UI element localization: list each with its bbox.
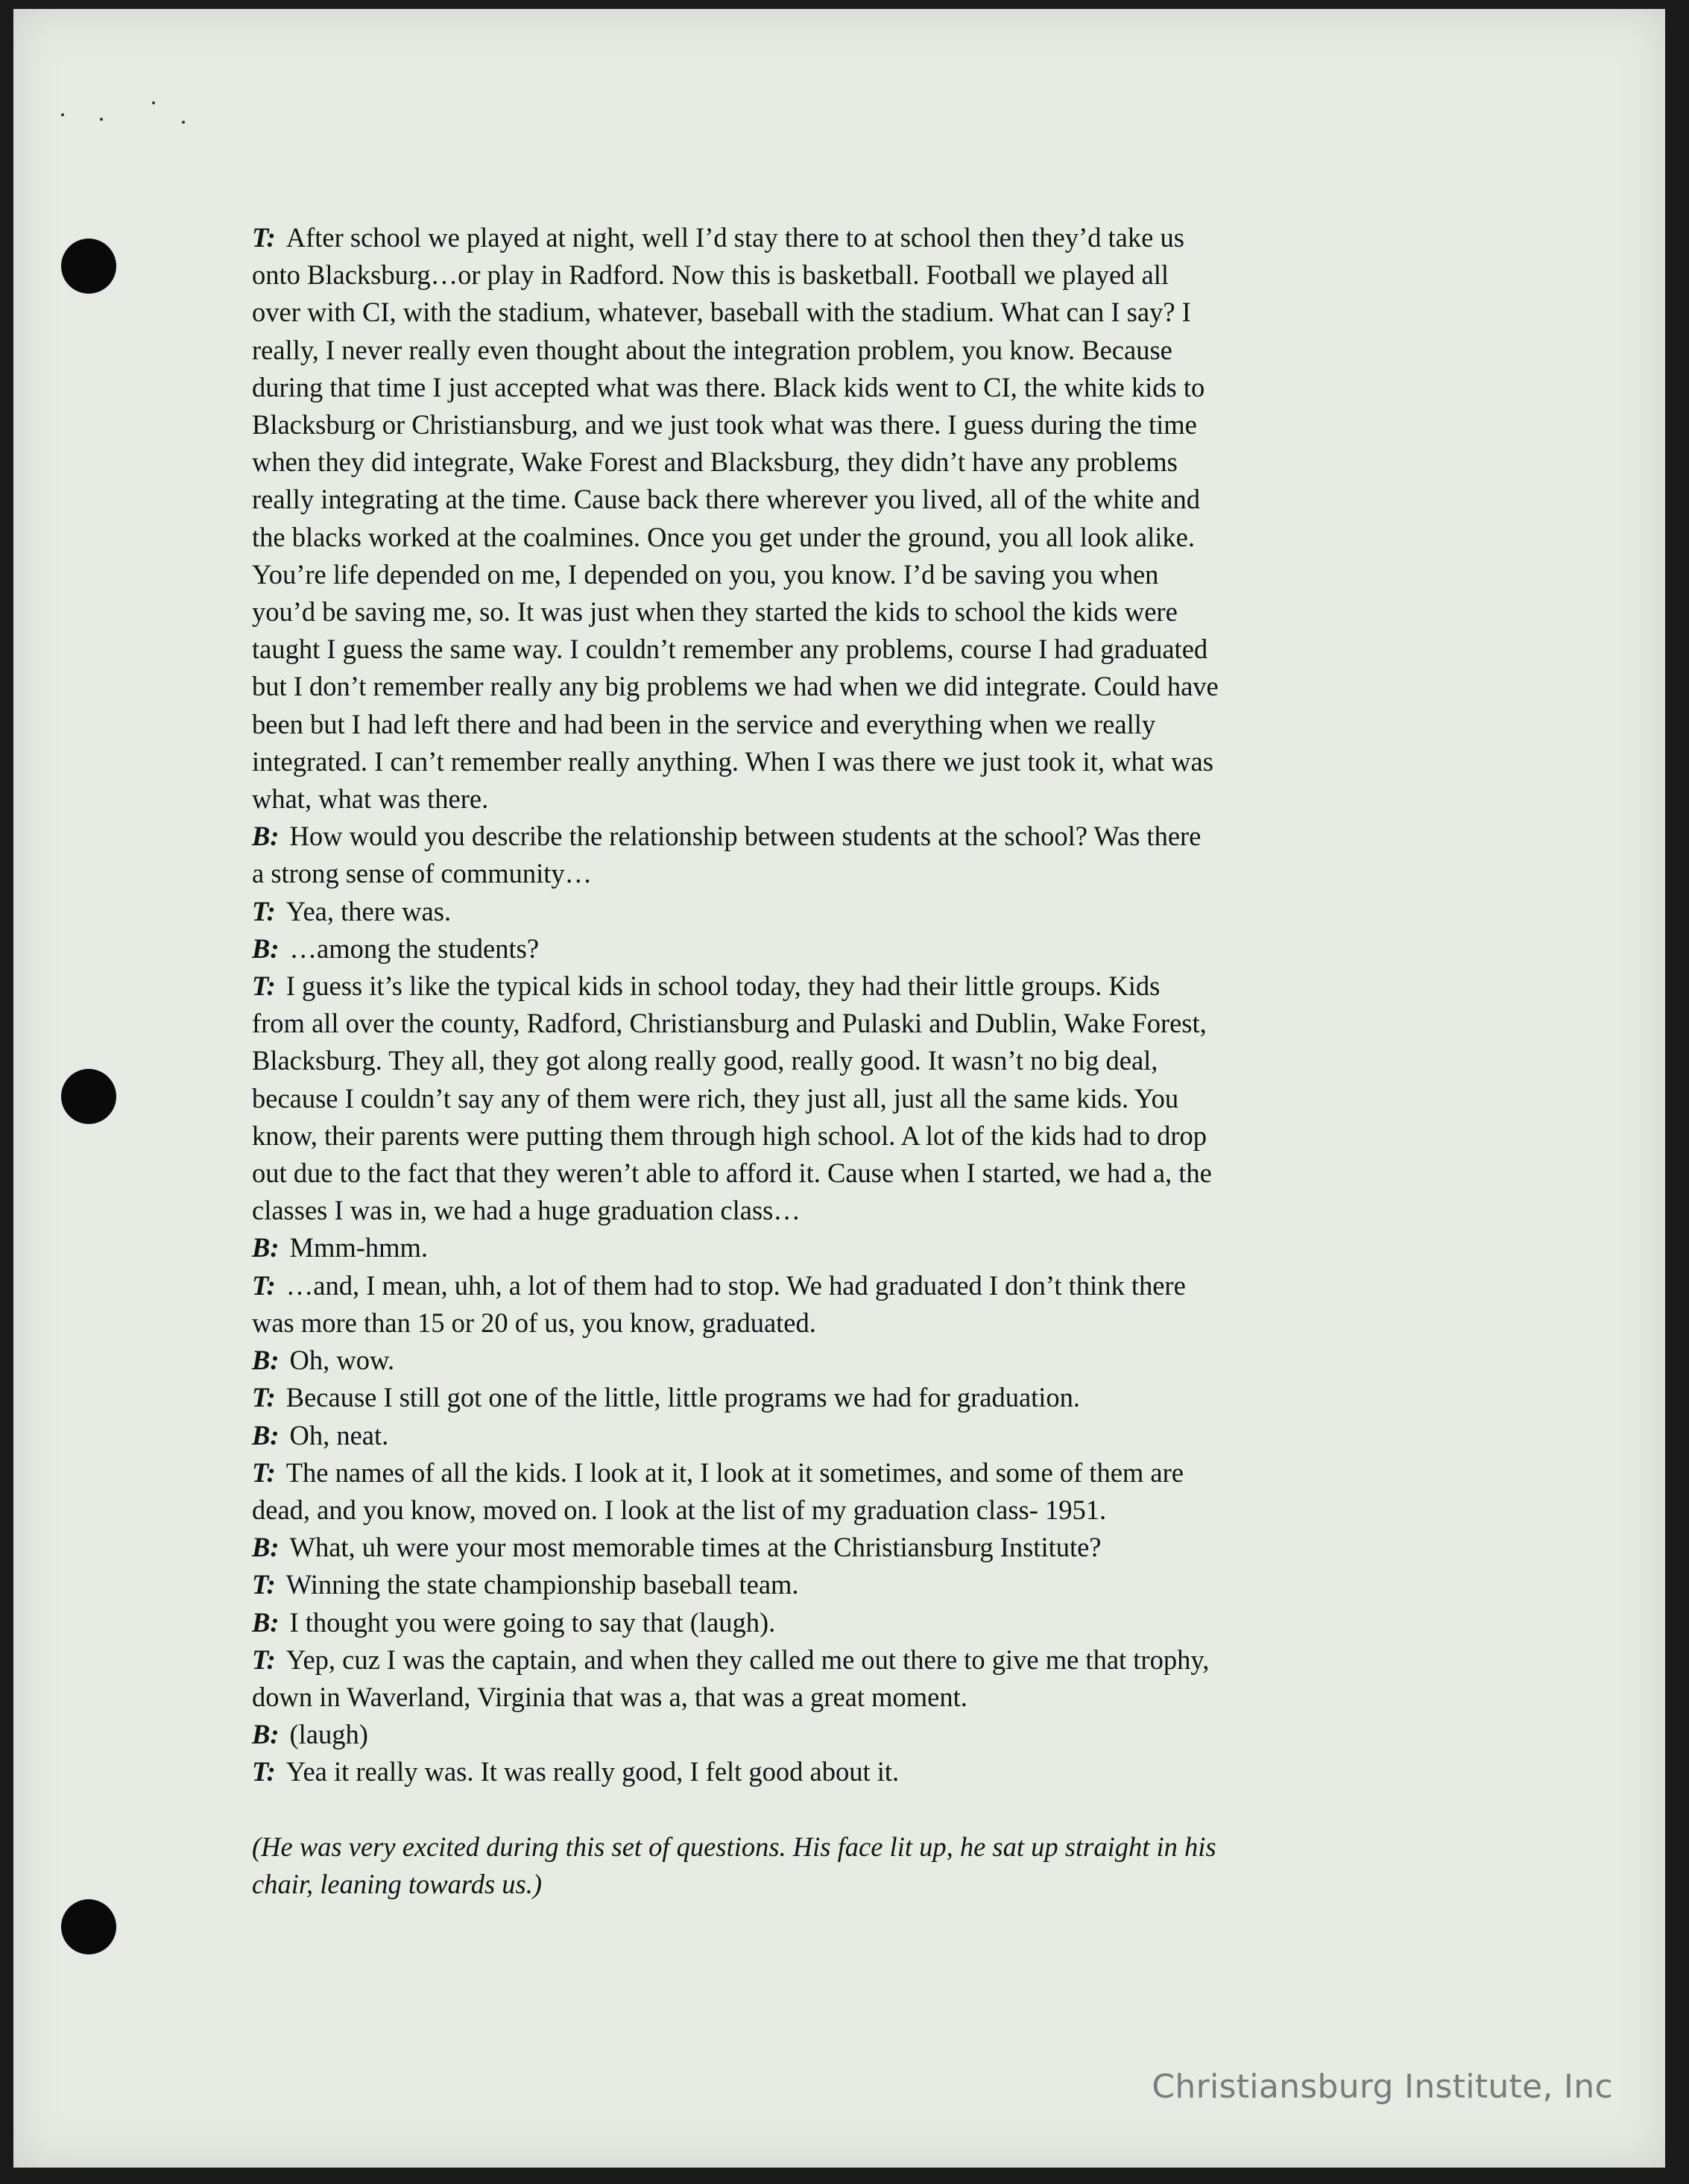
speaker-label: B: <box>252 1345 280 1376</box>
speaker-label: B: <box>252 1232 280 1263</box>
transcript-line <box>252 668 1430 705</box>
line-text: After school we played at night, well I’d stay there to at school then they’d take us <box>285 222 1184 253</box>
transcript-line <box>252 1042 1430 1079</box>
line-text: I guess it’s like the typical kids in school today, they had their little groups. Kids <box>285 971 1161 1002</box>
transcript-line <box>252 968 1430 1005</box>
transcript-line <box>252 780 1430 818</box>
speaker-label: T: <box>252 1644 276 1675</box>
line-text: was more than 15 or 20 of us, you know, graduated. <box>252 1307 816 1338</box>
transcript-line <box>252 1229 1430 1266</box>
transcript-line <box>252 294 1430 331</box>
line-text: Winning the state championship baseball team. <box>285 1569 799 1600</box>
line-text: know, their parents were putting them through high school. A lot of the kids had to drop <box>252 1120 1207 1151</box>
speaker-label: T: <box>252 971 276 1002</box>
speaker-label: B: <box>252 1606 280 1638</box>
line-text: down in Waverland, Virginia that was a, that was a great moment. <box>252 1681 967 1712</box>
transcript-line <box>252 1604 1430 1641</box>
speaker-label: T: <box>252 222 276 253</box>
speaker-label: T: <box>252 1756 276 1787</box>
line-text: Blacksburg or Christiansburg, and we just took what was there. I guess during the time <box>252 409 1197 441</box>
speaker-label: B: <box>252 1419 280 1451</box>
transcript-line <box>252 556 1430 593</box>
line-text: onto Blacksburg…or play in Radford. Now this is basketball. Football we played all <box>252 259 1169 291</box>
line-text: but I don’t remember really any big problems we had when we did integrate. Could have <box>252 671 1219 702</box>
speaker-label: B: <box>252 1719 280 1750</box>
transcript-line <box>252 1566 1430 1603</box>
watermark: Christiansburg Institute, Inc <box>1152 2068 1613 2106</box>
transcript-line <box>252 1753 1430 1790</box>
speaker-label: B: <box>252 932 280 964</box>
punch-hole-middle <box>61 1069 116 1124</box>
line-text: The names of all the kids. I look at it, I look at it sometimes, and some of them are <box>285 1456 1184 1488</box>
dust-speck <box>61 113 64 116</box>
transcript-line <box>252 1641 1430 1679</box>
transcript-line <box>252 444 1430 481</box>
line-text: from all over the county, Radford, Christiansburg and Pulaski and Dublin, Wake Forest, <box>252 1008 1207 1039</box>
line-text: I thought you were going to say that (laugh). <box>289 1606 776 1638</box>
transcript-line <box>252 1192 1430 1229</box>
line-text: classes I was in, we had a huge graduation class… <box>252 1195 801 1226</box>
transcript-line <box>252 1379 1430 1416</box>
line-text: during that time I just accepted what was there. Black kids went to CI, the white kids to <box>252 371 1205 403</box>
transcript-line <box>252 1005 1430 1042</box>
transcript-line <box>252 332 1430 369</box>
punch-hole-bottom <box>61 1899 116 1954</box>
speaker-label: T: <box>252 895 276 927</box>
line-text: Yea, there was. <box>285 895 452 927</box>
punch-hole-top <box>61 239 116 294</box>
note-line: chair, leaning towards us.) <box>252 1868 543 1899</box>
dust-speck <box>100 118 103 121</box>
line-text: Yea it really was. It was really good, I felt good about it. <box>285 1756 900 1787</box>
transcript-line <box>252 855 1430 892</box>
line-text: How would you describe the relationship between students at the school? Was there <box>289 821 1202 852</box>
note-line: (He was very excited during this set of questions. His face lit up, he sat up straight in his <box>252 1831 1216 1862</box>
speaker-label: B: <box>252 1532 280 1563</box>
transcript-line <box>252 369 1430 406</box>
transcript-line <box>252 406 1430 444</box>
line-text: when they did integrate, Wake Forest and Blacksburg, they didn’t have any problems <box>252 446 1178 478</box>
transcript-line <box>252 1304 1430 1342</box>
line-text: the blacks worked at the coalmines. Once you get under the ground, you all look alike. <box>252 521 1195 552</box>
line-text: because I couldn’t say any of them were rich, they just all, just all the same kids. You <box>252 1082 1179 1114</box>
document-page <box>13 9 1665 2168</box>
speaker-label: T: <box>252 1269 276 1301</box>
interview-transcript <box>252 219 1430 1903</box>
transcript-line <box>252 1267 1430 1304</box>
transcript-line <box>252 1454 1430 1492</box>
line-text: Because I still got one of the little, little programs we had for graduation. <box>285 1382 1081 1413</box>
line-text: taught I guess the same way. I couldn’t remember any problems, course I had graduated <box>252 634 1208 665</box>
line-text: over with CI, with the stadium, whatever, baseball with the stadium. What can I say? I <box>252 297 1191 328</box>
line-text: you’d be saving me, so. It was just when they started the kids to school the kids were <box>252 596 1178 628</box>
transcript-line <box>252 1417 1430 1454</box>
line-text: been but I had left there and had been in the service and everything when we really <box>252 708 1156 739</box>
dust-speck <box>152 101 155 104</box>
transcript-line <box>252 593 1430 631</box>
line-text: really, I never really even thought about the integration problem, you know. Because <box>252 334 1172 365</box>
line-text: integrated. I can’t remember really anything. When I was there we just took it, what was <box>252 745 1213 777</box>
transcript-line <box>252 1117 1430 1155</box>
transcript-line <box>252 219 1430 256</box>
line-text: dead, and you know, moved on. I look at the list of my graduation class- 1951. <box>252 1494 1107 1525</box>
transcript-line <box>252 1492 1430 1529</box>
speaker-label: T: <box>252 1569 276 1600</box>
transcript-line <box>252 1679 1430 1716</box>
transcript-line <box>252 1155 1430 1192</box>
transcript-line <box>252 818 1430 855</box>
dust-speck <box>182 121 185 124</box>
line-text: Yep, cuz I was the captain, and when they called me out there to give me that trophy, <box>285 1644 1210 1675</box>
transcript-line <box>252 256 1430 294</box>
observer-note <box>252 1828 1430 1903</box>
transcript-line <box>252 1716 1430 1753</box>
transcript-line <box>252 1529 1430 1566</box>
line-text: what, what was there. <box>252 783 489 815</box>
line-text: What, uh were your most memorable times at the Christiansburg Institute? <box>289 1532 1102 1563</box>
line-text: (laugh) <box>289 1719 368 1750</box>
transcript-line <box>252 631 1430 668</box>
line-text: Mmm-hmm. <box>289 1232 429 1263</box>
speaker-label: T: <box>252 1456 276 1488</box>
transcript-line <box>252 930 1430 968</box>
transcript-line <box>252 1080 1430 1117</box>
line-text: Oh, wow. <box>289 1345 395 1376</box>
speaker-label: B: <box>252 821 280 852</box>
line-text: …and, I mean, uhh, a lot of them had to stop. We had graduated I don’t think there <box>285 1269 1186 1301</box>
transcript-line <box>252 706 1430 743</box>
transcript-line <box>252 519 1430 556</box>
line-text: Oh, neat. <box>289 1419 389 1451</box>
speaker-label: T: <box>252 1382 276 1413</box>
line-text: a strong sense of community… <box>252 858 593 889</box>
line-text: Blacksburg. They all, they got along really good, really good. It wasn’t no big deal, <box>252 1045 1158 1076</box>
line-text: You’re life depended on me, I depended on you, you know. I’d be saving you when <box>252 558 1159 590</box>
line-text: …among the students? <box>289 932 540 964</box>
line-text: out due to the fact that they weren’t able to afford it. Cause when I started, we had a, the <box>252 1158 1212 1189</box>
line-text: really integrating at the time. Cause back there wherever you lived, all of the white and <box>252 484 1200 515</box>
transcript-line <box>252 1342 1430 1379</box>
transcript-line <box>252 743 1430 780</box>
transcript-line <box>252 893 1430 930</box>
transcript-line <box>252 481 1430 518</box>
